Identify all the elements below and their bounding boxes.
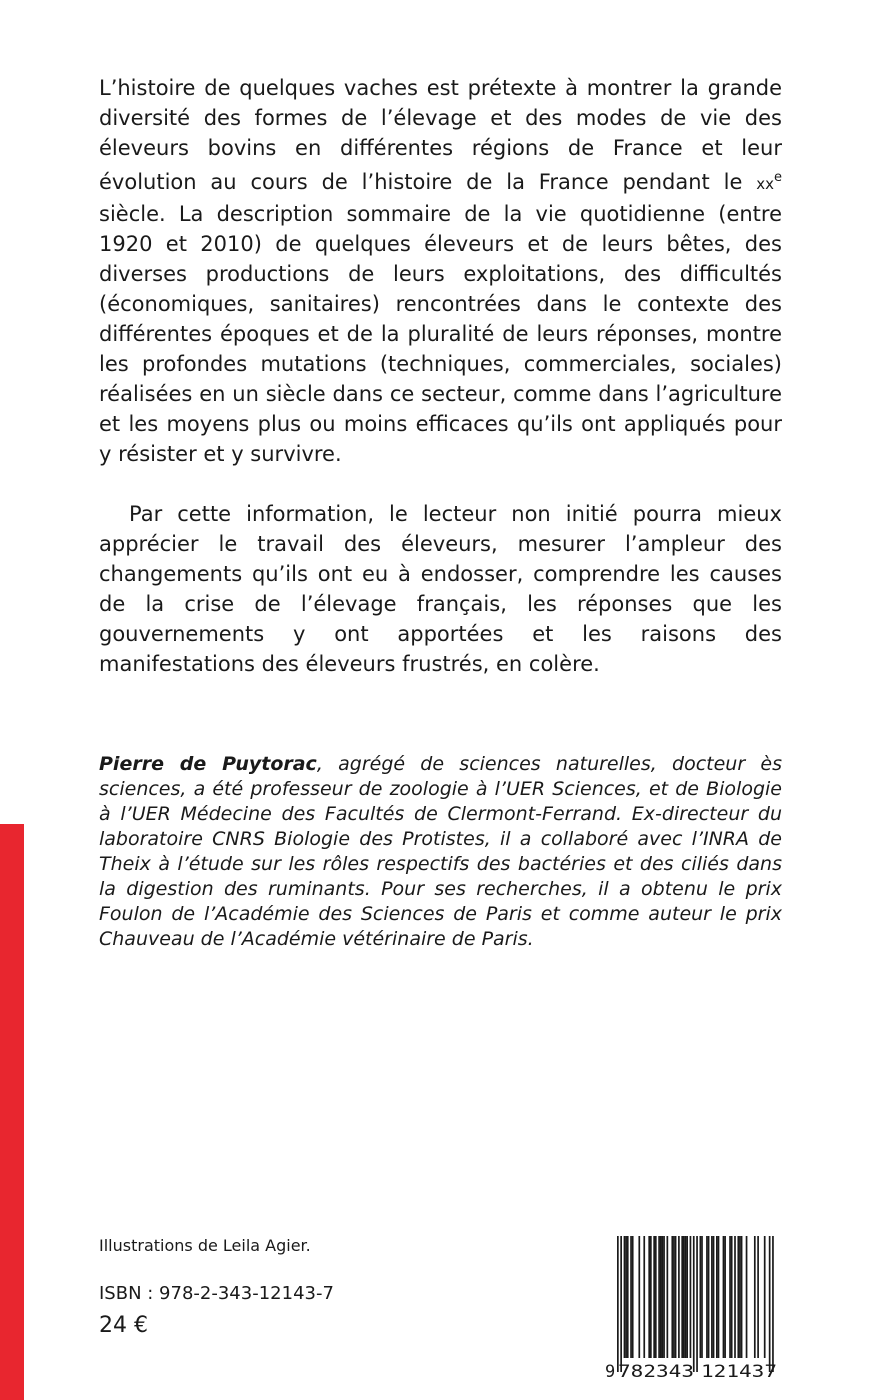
barcode-bar [671, 1236, 673, 1358]
barcode-bar [617, 1236, 619, 1372]
barcode-bar [734, 1236, 736, 1358]
red-accent-strip [0, 824, 24, 1400]
barcode-bar [624, 1236, 626, 1358]
barcode-bar [638, 1236, 640, 1358]
barcode-bar [746, 1236, 748, 1358]
barcode-bar [648, 1236, 650, 1358]
barcode-bars [617, 1236, 774, 1372]
author-bio [99, 752, 782, 952]
barcode-right-digits: 121437 [701, 1362, 777, 1380]
barcode-bar [708, 1236, 710, 1358]
barcode-bar [723, 1236, 725, 1358]
book-summary [99, 73, 782, 679]
barcode-bar [731, 1236, 733, 1358]
barcode-bar [632, 1236, 634, 1358]
barcode-bar [696, 1236, 698, 1372]
barcode-bar [724, 1236, 726, 1358]
barcode-bar [713, 1236, 715, 1358]
illustrations-credit: Illustrations de Leila Agier. [99, 1236, 311, 1255]
barcode-bar [764, 1236, 766, 1358]
barcode-bar [686, 1236, 688, 1358]
barcode-bar [737, 1236, 739, 1358]
barcode-bar [685, 1236, 687, 1358]
barcode-bar [673, 1236, 675, 1358]
isbn: ISBN : 978-2-343-12143-7 [99, 1283, 334, 1304]
barcode-bar [630, 1236, 632, 1358]
barcode-bar [729, 1236, 731, 1358]
barcode-bar [716, 1236, 718, 1358]
barcode-bar [620, 1236, 622, 1372]
barcode-bar [754, 1236, 756, 1358]
barcode-bar [706, 1236, 708, 1358]
barcode-bar [667, 1236, 669, 1358]
barcode-bar [625, 1236, 627, 1358]
barcode-bar [683, 1236, 685, 1358]
barcode-bar [653, 1236, 655, 1358]
barcode-bar [663, 1236, 665, 1358]
barcode-bar [693, 1236, 695, 1372]
barcode-first-digit: 9 [605, 1362, 616, 1380]
barcode-bar [739, 1236, 741, 1358]
barcode-bar [675, 1236, 677, 1358]
barcode-bar [769, 1236, 771, 1372]
barcode-bar [700, 1236, 702, 1358]
price: 24 € [99, 1313, 148, 1338]
barcode-bar [678, 1236, 680, 1358]
century-superscript: e [774, 170, 782, 185]
barcode-bar [650, 1236, 652, 1358]
summary-paragraph-2: Par cette information, le lecteur non initié pourra mieux apprécier le travail des éleveurs, mesurer l’ampleur des changements qu’ils ont eu à endosser, comprendre les causes de la crise de l’élevage français, les réponses que les gouvernements y ont apportées et les raisons des manifestations des éleveurs frustrés, en colère. [99, 502, 782, 676]
barcode-left-digits: 782343 [618, 1362, 694, 1380]
barcode-bar [757, 1236, 759, 1358]
barcode-bar [627, 1236, 629, 1358]
summary-paragraph-1: L’histoire de quelques vaches est prétexte à montrer la grande diversité des formes de l’élevage et des modes de vie des éleveurs bovins en différentes régions de France et leur évolution au cours de l’histoire de la France pendant le $xx^e$ siècle. La description sommaire de la vie quotidienne (entre 1920 et 2010) de quelques éleveurs et de leurs bêtes, des diverses productions de leurs exploitations, des difficultés (économiques, sanitaires) rencontrées dans le contexte des différentes époques et de la pluralité de leurs réponses, montre les profondes mutations (techniques, commerciales, sociales) réalisées en un siècle dans ce secteur, comme dans l’agriculture et les moyens plus ou moins efficaces qu’ils ont appliqués pour y résister et y survivre. [99, 76, 782, 466]
author-bio-text: , agrégé de sciences naturelles, docteur ès sciences, a été professeur de zoologie à l’UER Sciences, et de Biologie à l’UER Médecine des Facultés de Clermont-Ferrand. Ex-directeur du laboratoire CNRS Biologie des Protistes, il a collaboré avec l’INRA de Theix à l’étude sur les rôles respectifs des bactéries et des ciliés dans la digestion des ruminants. Pour ses recherches, il a obtenu le prix Foulon de l’Académie des Sciences de Paris et comme auteur le prix Chauveau de l’Académie vétérinaire de Paris. [99, 753, 782, 950]
barcode-bar [655, 1236, 657, 1358]
barcode-bar [662, 1236, 664, 1358]
barcode-bar [718, 1236, 720, 1358]
barcode-bar [701, 1236, 703, 1358]
author-name: Pierre de Puytorac [99, 753, 317, 775]
barcode-bar [643, 1236, 645, 1358]
barcode-bar [741, 1236, 743, 1358]
barcode-bar [658, 1236, 660, 1358]
barcode-bar [772, 1236, 774, 1372]
barcode-bar [681, 1236, 683, 1358]
barcode-bar [690, 1236, 692, 1358]
barcode-bar [660, 1236, 662, 1358]
century-numeral: xx [756, 175, 774, 193]
barcode [603, 1234, 786, 1380]
barcode-bar [711, 1236, 713, 1358]
